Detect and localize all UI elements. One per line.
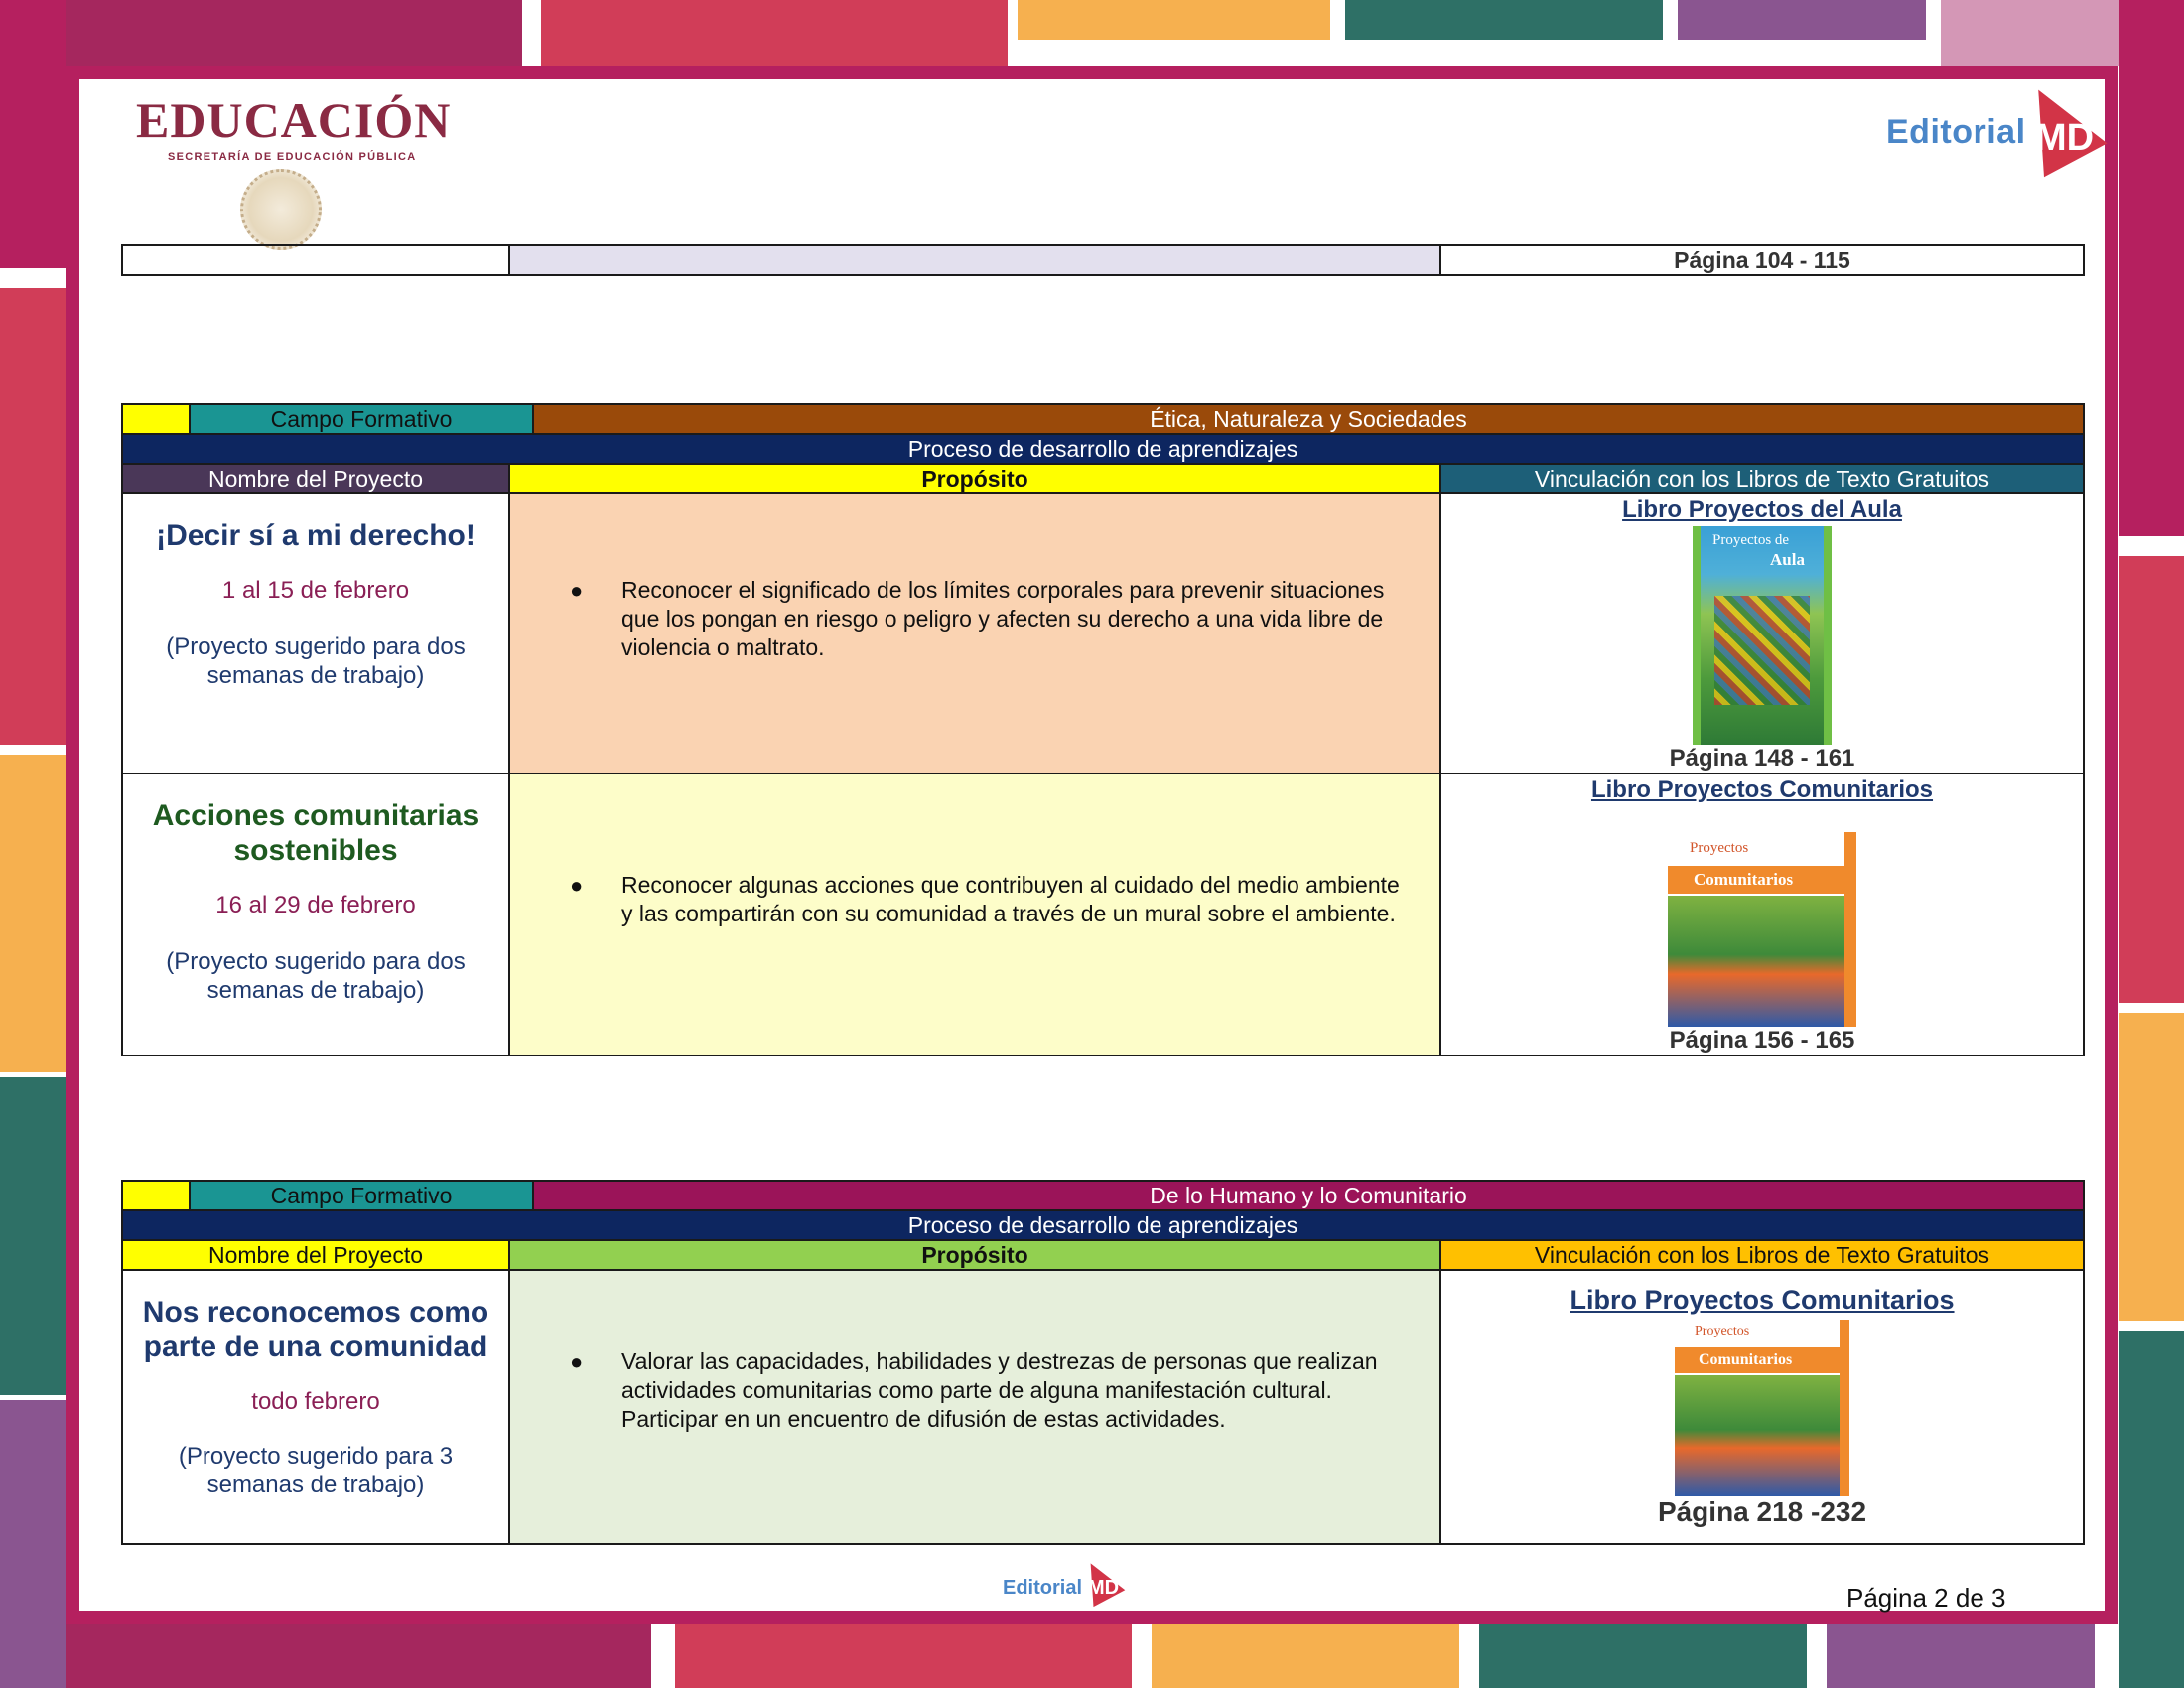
footer-editorial-word: Editorial bbox=[1003, 1577, 1083, 1599]
section2-campo-label: Campo Formativo bbox=[190, 1181, 533, 1210]
national-seal-icon bbox=[240, 169, 322, 250]
book-title-link[interactable]: Libro Proyectos del Aula bbox=[1622, 496, 1902, 523]
section2-campo-value: De lo Humano y lo Comunitario bbox=[533, 1181, 2084, 1210]
book-pages: Página 156 - 165 bbox=[1669, 1027, 1855, 1054]
book-pages: Página 148 - 161 bbox=[1669, 745, 1855, 772]
footer-editorial-mark: MD bbox=[1088, 1577, 1120, 1599]
sep-logo bbox=[136, 91, 451, 163]
cover-line1: Proyectos bbox=[1695, 1324, 1750, 1338]
section2-table bbox=[121, 1180, 2085, 1545]
table-row bbox=[122, 493, 2084, 774]
book-title-link[interactable]: Libro Proyectos Comunitarios bbox=[1570, 1285, 1955, 1315]
project-name-cell bbox=[122, 774, 509, 1055]
cover-line2: Aula bbox=[1770, 550, 1805, 569]
project-name: Nos reconocemos como parte de una comunidad bbox=[142, 1296, 489, 1363]
editorial-word: Editorial bbox=[1886, 113, 2026, 151]
book-cover-aula bbox=[1693, 526, 1832, 745]
book-title-link[interactable]: Libro Proyectos Comunitarios bbox=[1590, 776, 1934, 803]
project-note: (Proyecto sugerido para 3 semanas de trabajo) bbox=[178, 1443, 454, 1498]
book-cell bbox=[1440, 1270, 2084, 1544]
section1-campo-value: Ética, Naturaleza y Sociedades bbox=[533, 404, 2084, 434]
book-pages: Página 218 -232 bbox=[1657, 1496, 1867, 1527]
project-dates: todo febrero bbox=[251, 1388, 380, 1415]
purpose-cell bbox=[509, 493, 1440, 774]
book-cover-comunitarios bbox=[1668, 832, 1856, 1027]
cover-line1: Proyectos de bbox=[1712, 532, 1790, 548]
strip-empty-cell bbox=[122, 245, 509, 275]
bullet-icon: ● bbox=[570, 577, 584, 603]
section1-col-proposito: Propósito bbox=[509, 464, 1440, 493]
section1-proceso: Proceso de desarrollo de aprendizajes bbox=[122, 434, 2084, 464]
table-row bbox=[122, 1270, 2084, 1544]
project-dates: 16 al 29 de febrero bbox=[215, 892, 416, 918]
strip-shaded-cell bbox=[509, 245, 1440, 275]
book-cell bbox=[1440, 774, 2084, 1055]
section1-yellow-swatch bbox=[122, 404, 190, 434]
editorial-mark: MD bbox=[2035, 117, 2095, 159]
book-cell bbox=[1440, 493, 2084, 774]
purpose-cell bbox=[509, 774, 1440, 1055]
section2-col-proposito: Propósito bbox=[509, 1240, 1440, 1270]
cover-line2: Comunitarios bbox=[1699, 1351, 1793, 1368]
project-name-cell bbox=[122, 493, 509, 774]
cover-line1: Proyectos bbox=[1690, 840, 1749, 856]
section2-yellow-swatch bbox=[122, 1181, 190, 1210]
book-cover-comunitarios bbox=[1675, 1320, 1849, 1496]
section2-col-vinculacion: Vinculación con los Libros de Texto Gratuitos bbox=[1440, 1240, 2084, 1270]
purpose-text: Reconocer algunas acciones que contribuyen al cuidado del medio ambiente y las compartirán con su comunidad a través de un mural sobre el ambiente. bbox=[621, 872, 1400, 926]
cover-line2: Comunitarios bbox=[1694, 870, 1794, 889]
continued-table-strip bbox=[121, 244, 2085, 276]
sep-title: EDUCACIÓN bbox=[136, 92, 452, 148]
project-name: Acciones comunitarias sostenibles bbox=[152, 799, 479, 867]
section1-col-nombre: Nombre del Proyecto bbox=[122, 464, 509, 493]
footer-editorial-logo bbox=[1003, 1561, 1122, 1611]
strip-pages: Página 104 - 115 bbox=[1440, 245, 2084, 275]
editorial-md-logo bbox=[1886, 85, 2095, 169]
purpose-text: Reconocer el significado de los límites corporales para prevenir situaciones que los pongan en riesgo o peligro y afecten su derecho a una vida libre de violencia o maltrato. bbox=[621, 576, 1385, 660]
project-name: ¡Decir sí a mi derecho! bbox=[156, 519, 476, 552]
section1-col-vinculacion: Vinculación con los Libros de Texto Gratuitos bbox=[1440, 464, 2084, 493]
project-note: (Proyecto sugerido para dos semanas de trabajo) bbox=[166, 948, 466, 1004]
page-number: Página 2 de 3 bbox=[1846, 1583, 2006, 1613]
section1-campo-label: Campo Formativo bbox=[190, 404, 533, 434]
project-dates: 1 al 15 de febrero bbox=[221, 577, 410, 604]
bullet-icon: ● bbox=[570, 1348, 584, 1374]
project-note: (Proyecto sugerido para dos semanas de trabajo) bbox=[166, 633, 466, 689]
bullet-icon: ● bbox=[570, 873, 584, 898]
purpose-cell bbox=[509, 1270, 1440, 1544]
section2-proceso: Proceso de desarrollo de aprendizajes bbox=[122, 1210, 2084, 1240]
purpose-text: Valorar las capacidades, habilidades y destrezas de personas que realizan actividades comunitarias como parte de alguna manifestación cultural. Participar en un encuentro de difusión de estas actividades. bbox=[621, 1347, 1378, 1432]
table-row bbox=[122, 774, 2084, 1055]
section2-col-nombre: Nombre del Proyecto bbox=[122, 1240, 509, 1270]
section1-table bbox=[121, 403, 2085, 1056]
sep-subtitle: SECRETARÍA DE EDUCACIÓN PÚBLICA bbox=[168, 151, 417, 163]
project-name-cell bbox=[122, 1270, 509, 1544]
